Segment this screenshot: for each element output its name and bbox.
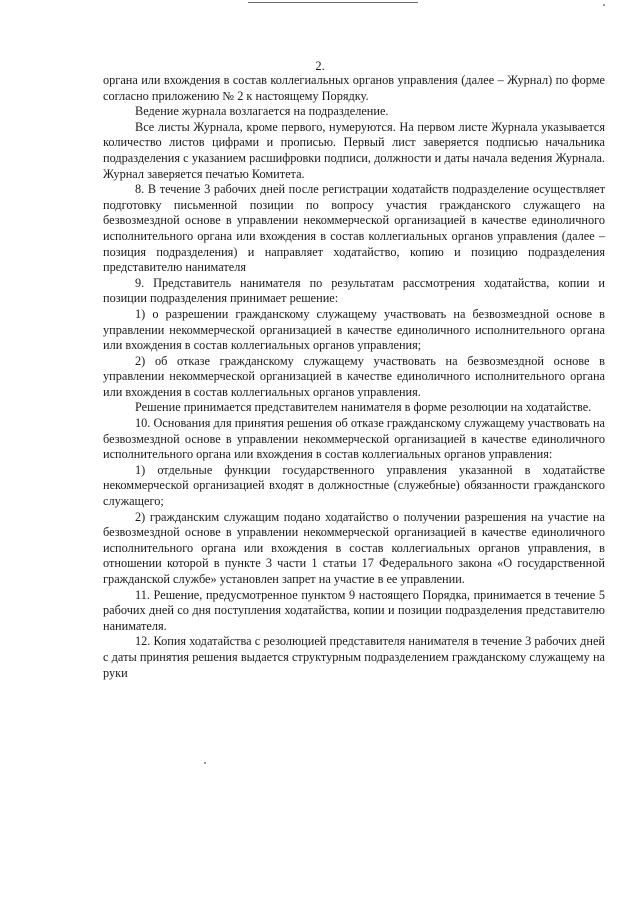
document-body (103, 73, 605, 681)
top-scan-line (248, 2, 418, 3)
paragraph: 2) гражданским служащим подано ходатайство о получении разрешения на участие на безвозмездной основе в управлении некоммерческой организацией в качестве единоличного исполнительного органа или вхождения в состав коллегиальных органов управления, в отношении которой в пункте 3 части 1 статьи 17 Федерального закона «О государственной гражданской службе» установлен запрет на участие в ее управлении. (103, 509, 605, 586)
paragraph: 12. Копия ходатайства с резолюцией представителя нанимателя в течение 3 рабочих дней с даты принятия решения выдается структурным подразделением гражданскому служащему на руки (103, 634, 605, 680)
paragraph: 10. Основания для принятия решения об отказе гражданскому служащему участвовать на безвозмездной основе в управлении некоммерческой организацией в качестве единоличного исполнительного органа или вхождения в состав коллегиальных органов управления: (103, 416, 605, 462)
paragraph: Решение принимается представителем нанимателя в форме резолюции на ходатайстве. (135, 400, 592, 415)
scan-speck (204, 762, 206, 764)
paragraph: 8. В течение 3 рабочих дней после регистрации ходатайств подразделение осуществляет подготовку письменной позиции по вопросу участия гражданского служащего на безвозмездной основе в управлении некоммерческой организацией в качестве единоличного исполнительного органа или вхождения в состав коллегиальных органов управления (далее – позиция подразделения) и направляет ходатайство, копию и позицию подразделения представителю нанимателя (103, 182, 605, 275)
scan-speck (603, 4, 605, 6)
paragraph: 1) отдельные функции государственного управления указанной в ходатайстве некоммерческой организацией входят в должностные (служебные) обязанности гражданского служащего; (103, 462, 605, 509)
paragraph: Ведение журнала возлагается на подразделение. (135, 104, 389, 119)
paragraph: Все листы Журнала, кроме первого, нумеруются. На первом листе Журнала указывается количество листов цифрами и прописью. Первый лист заверяется подписью начальника подразделения с указанием расшифровки подписи, должности и даты начала ведения Журнала. Журнал заверяется печатью Комитета. (103, 119, 605, 181)
paragraph: 2) об отказе гражданскому служащему участвовать на безвозмездной основе в управлении некоммерческой организацией в качестве единоличного исполнительного органа или вхождения в состав коллегиальных органов управления. (103, 353, 605, 399)
paragraph: органа или вхождения в состав коллегиальных органов управления (далее – Журнал) по форме согласно приложению № 2 к настоящему Порядку. (103, 73, 605, 103)
paragraph: 1) о разрешении гражданскому служащему участвовать на безвозмездной основе в управлении некоммерческой организацией в качестве единоличного исполнительного органа или вхождения в состав коллегиальных органов управления; (103, 306, 605, 353)
paragraph: 9. Представитель нанимателя по результатам рассмотрения ходатайства, копии и позиции подразделения принимает решение: (103, 275, 605, 306)
paragraph: 11. Решение, предусмотренное пунктом 9 настоящего Порядка, принимается в течение 5 рабочих дней со дня поступления ходатайства, копии и позиции подразделения представителю нанимателя. (103, 587, 605, 633)
page-number: 2. (315, 59, 325, 73)
